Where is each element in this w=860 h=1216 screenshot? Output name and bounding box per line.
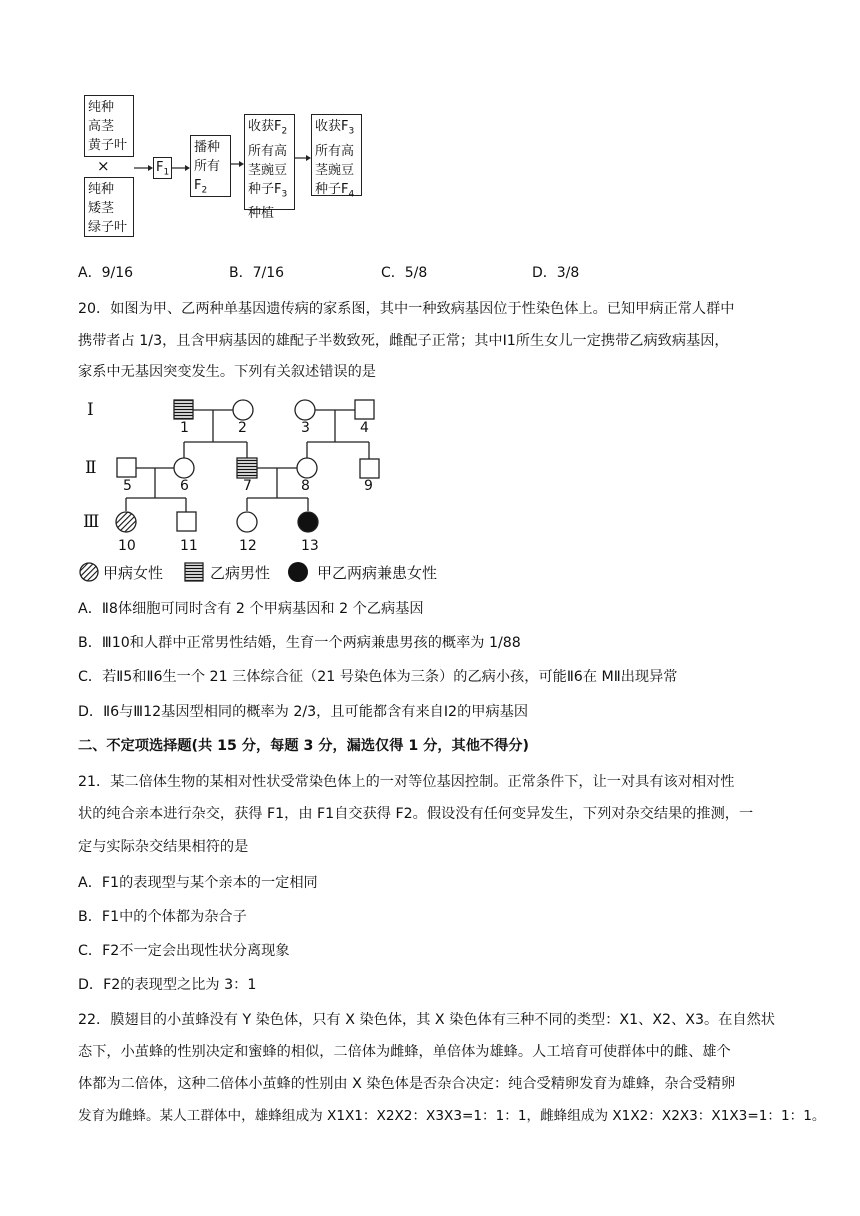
q21-option-d: D．F2的表现型之比为 3：1 bbox=[78, 977, 257, 993]
individual-number: 10 bbox=[118, 538, 136, 554]
individual-number: 9 bbox=[364, 478, 373, 494]
q20-option-c: C．若Ⅱ5和Ⅱ6生一个 21 三体综合征（21 号染色体为三条）的乙病小孩，可能Ⅱ6在 MⅡ出现异常 bbox=[78, 669, 678, 685]
q19-option-c: C．5/8 bbox=[381, 265, 428, 281]
q22-stem-line-3: 体都为二倍体，这种二倍体小茧蜂的性别由 X 染色体是否杂合决定：纯合受精卵发育为雄蜂，杂合受精卵 bbox=[78, 1076, 736, 1092]
box-text: 所有高 bbox=[248, 143, 288, 159]
box-text: 所有高 bbox=[315, 143, 355, 159]
box-text: $F_2$ bbox=[194, 178, 208, 196]
q19-option-a: A．9/16 bbox=[78, 265, 134, 281]
individual-13-affected-female-ab bbox=[298, 512, 318, 532]
cross-symbol: × bbox=[97, 157, 110, 175]
legend-both-diseases-female-symbol bbox=[288, 562, 308, 582]
section-2-heading: 二、不定项选择题(共 15 分，每题 3 分，漏选仅得 1 分，其他不得分) bbox=[78, 738, 529, 754]
box-text: 高茎 bbox=[88, 119, 115, 134]
harvest-f3-box bbox=[311, 114, 362, 200]
q19-option-d: D．3/8 bbox=[532, 265, 580, 281]
individual-number: 4 bbox=[360, 420, 369, 436]
legend-label-ab: 甲乙两病兼患女性 bbox=[317, 564, 438, 582]
q20-option-d: D．Ⅱ6与Ⅲ12基因型相同的概率为 2/3，且可能都含有来自Ⅰ2的甲病基因 bbox=[78, 704, 529, 720]
generation-label-1: Ⅰ bbox=[87, 400, 94, 420]
pedigree-chart bbox=[0, 390, 460, 590]
q21-option-c: C．F2不一定会出现性状分离现象 bbox=[78, 943, 290, 959]
generation-label-3: Ⅲ bbox=[83, 512, 100, 532]
q21-stem-line-3: 定与实际杂交结果相符的是 bbox=[78, 839, 249, 855]
legend-disease-b-male-symbol bbox=[185, 563, 203, 581]
q22-stem-line-1: 22．膜翅目的小茧蜂没有 Y 染色体，只有 X 染色体，其 X 染色体有三种不同的类型：X1、X2、X3。在自然状 bbox=[78, 1012, 775, 1028]
individual-7-affected-male-b bbox=[237, 458, 257, 478]
individual-2-female bbox=[233, 400, 253, 420]
individual-number: 12 bbox=[239, 538, 257, 554]
q20-stem-line-2: 携带者占 1/3，且含甲病基因的雄配子半数致死，雌配子正常；其中Ⅰ1所生女儿一定携带乙病致病基因， bbox=[78, 333, 729, 349]
individual-6-female bbox=[174, 458, 194, 478]
q22-stem-line-2: 态下，小茧蜂的性别决定和蜜蜂的相似，二倍体为雌蜂，单倍体为雄蜂。人工培育可使群体中的雌、雄个 bbox=[78, 1044, 731, 1060]
box-text: 茎豌豆 bbox=[248, 162, 288, 178]
individual-number: 8 bbox=[301, 478, 310, 494]
box-text: 绿子叶 bbox=[88, 220, 128, 235]
legend-disease-a-female-symbol bbox=[80, 563, 98, 581]
box-text: 收获$F_2$ bbox=[248, 119, 288, 137]
individual-number: 5 bbox=[123, 478, 132, 494]
box-text: 茎豌豆 bbox=[315, 162, 355, 178]
box-text: 种子$F_3$ bbox=[248, 181, 288, 200]
box-text: 黄子叶 bbox=[88, 138, 128, 153]
q19-option-b: B．7/16 bbox=[229, 265, 285, 281]
q22-stem-line-4: 发育为雌蜂。某人工群体中，雄蜂组成为 X1X1：X2X2：X3X3=1：1：1，雌蜂组成为 X1X2：X2X3：X1X3=1：1：1。 bbox=[78, 1108, 826, 1124]
box-text: $F_1$ bbox=[156, 160, 170, 178]
f1-box bbox=[153, 157, 172, 179]
individual-3-female bbox=[295, 400, 315, 420]
individual-number: 3 bbox=[301, 420, 310, 436]
box-text: 种植 bbox=[248, 206, 275, 222]
q21-option-b: B．F1中的个体都为杂合子 bbox=[78, 909, 247, 925]
box-text: 矮茎 bbox=[88, 201, 115, 216]
individual-number: 2 bbox=[238, 420, 247, 436]
individual-5-male bbox=[117, 458, 136, 477]
harvest-f2-box bbox=[244, 114, 295, 222]
q20-option-a: A．Ⅱ8体细胞可同时含有 2 个甲病基因和 2 个乙病基因 bbox=[78, 601, 424, 617]
individual-9-male bbox=[360, 459, 379, 478]
individual-4-male bbox=[355, 400, 374, 419]
individual-number: 7 bbox=[243, 478, 252, 494]
box-text: 收获$F_3$ bbox=[315, 119, 355, 137]
box-text: 纯种 bbox=[88, 182, 115, 197]
generation-label-2: Ⅱ bbox=[85, 458, 97, 478]
individual-number: 13 bbox=[301, 538, 319, 554]
q20-stem-line-1: 20．如图为甲、乙两种单基因遗传病的家系图，其中一种致病基因位于性染色体上。已知甲病正常人群中 bbox=[78, 301, 735, 317]
individual-number: 1 bbox=[180, 420, 189, 436]
q21-stem-line-2: 状的纯合亲本进行杂交，获得 F1，由 F1自交获得 F2。假设没有任何变异发生，下列对杂交结果的推测，一 bbox=[78, 806, 754, 822]
individual-12-female bbox=[237, 512, 257, 532]
legend-label-b: 乙病男性 bbox=[210, 564, 271, 582]
box-text: 播种 bbox=[194, 140, 221, 155]
legend-label-a: 甲病女性 bbox=[103, 564, 164, 582]
q21-stem-line-1: 21．某二倍体生物的某相对性状受常染色体上的一对等位基因控制。正常条件下，让一对具有该对相对性 bbox=[78, 774, 735, 790]
individual-1-affected-male-b bbox=[174, 400, 193, 419]
box-text: 种子$F_4$ bbox=[315, 181, 355, 200]
q21-option-a: A．F1的表现型与某个亲本的一定相同 bbox=[78, 875, 318, 891]
box-text: 纯种 bbox=[88, 100, 115, 115]
individual-number: 11 bbox=[180, 538, 198, 554]
individual-8-female bbox=[297, 458, 317, 478]
box-text: 所有 bbox=[194, 159, 221, 174]
individual-number: 6 bbox=[180, 478, 189, 494]
sow-f2-box bbox=[190, 135, 231, 197]
q20-option-b: B．Ⅲ10和人群中正常男性结婚，生育一个两病兼患男孩的概率为 1/88 bbox=[78, 635, 521, 651]
q20-stem-line-3: 家系中无基因突变发生。下列有关叙述错误的是 bbox=[78, 364, 376, 380]
individual-11-male bbox=[177, 512, 196, 531]
individual-10-affected-female-a bbox=[116, 512, 136, 532]
